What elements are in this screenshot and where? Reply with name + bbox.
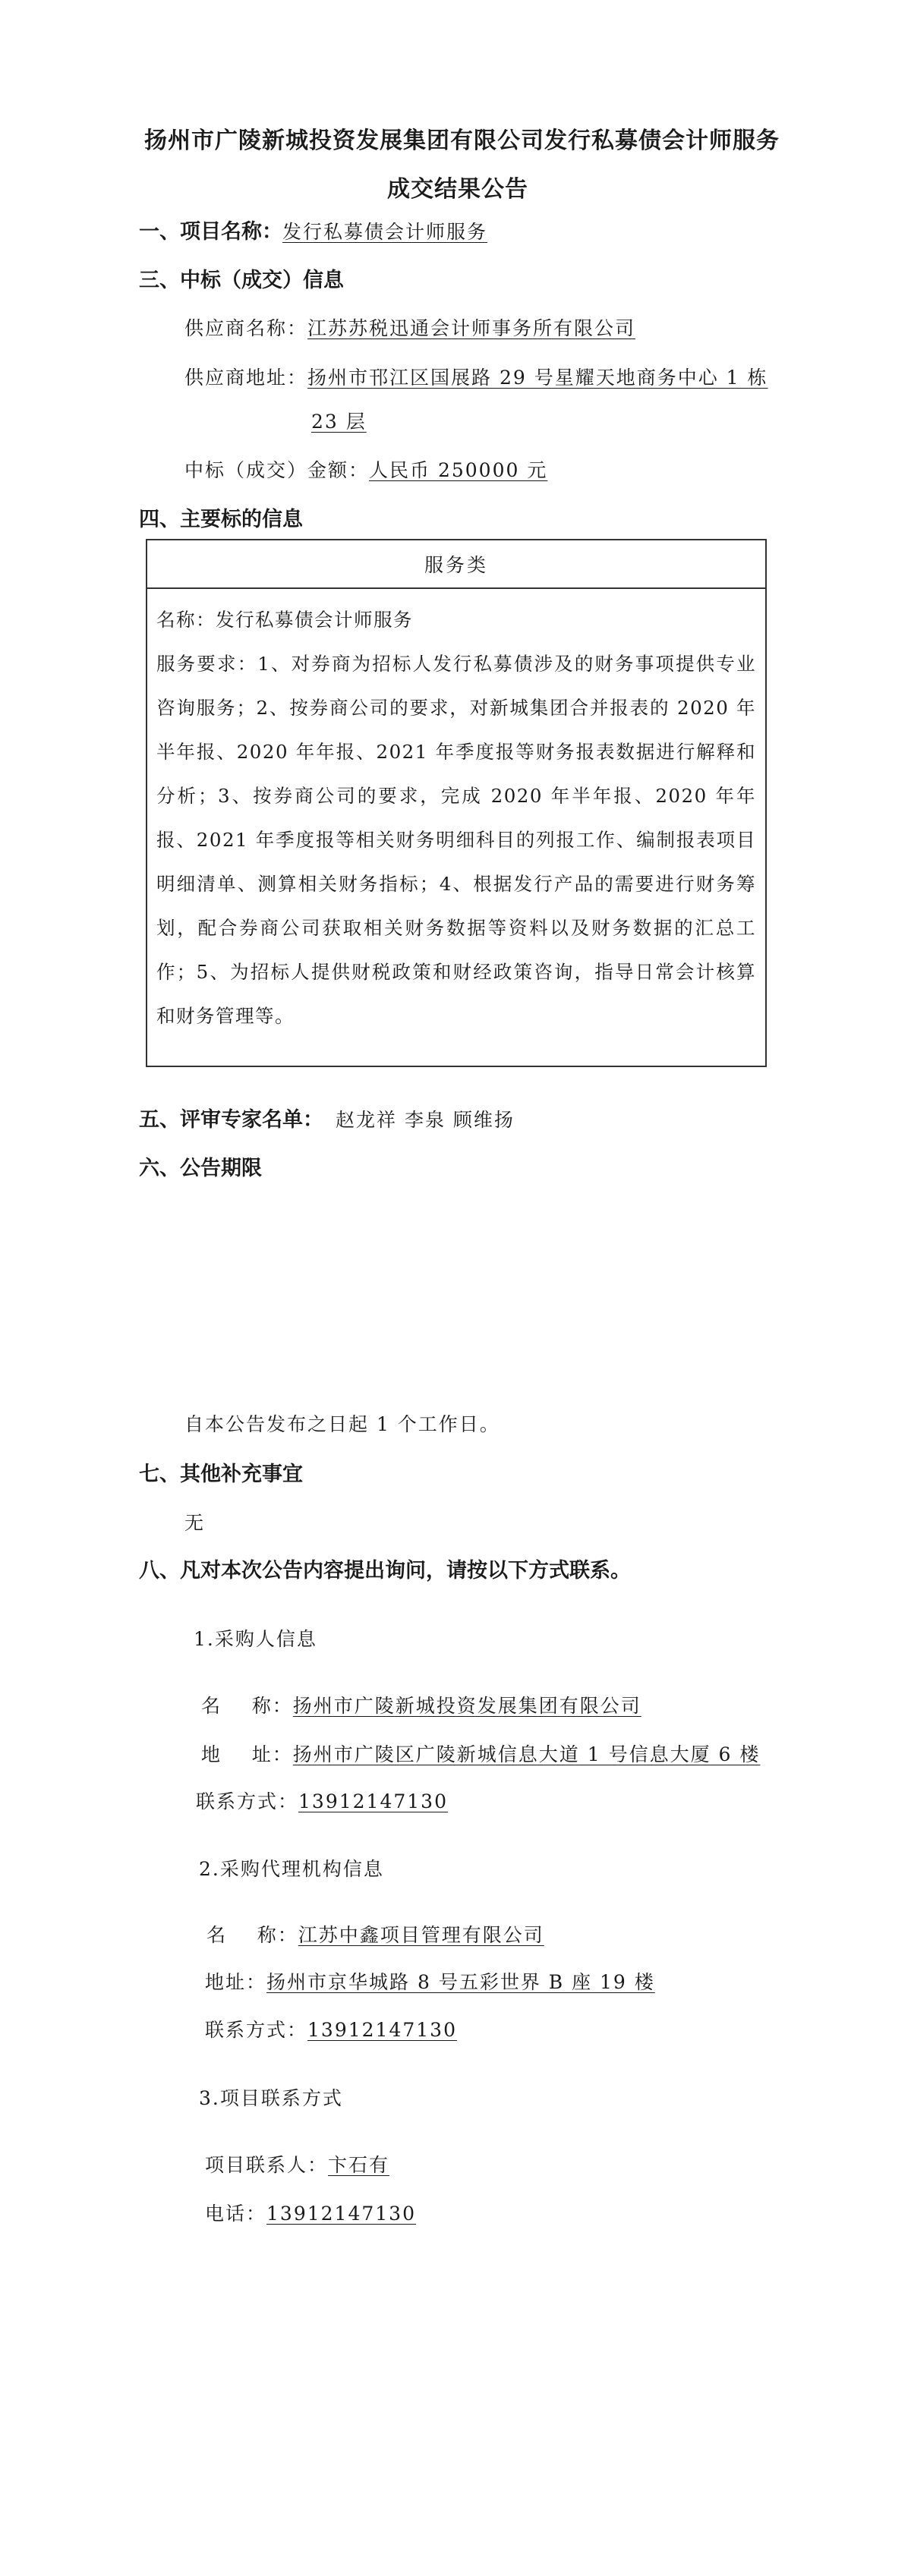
buyer-name-value: 扬州市广陵新城投资发展集团有限公司	[292, 1695, 641, 1717]
subject-table-header: 服务类	[147, 540, 765, 589]
supplier-name-label: 供应商名称：	[184, 317, 308, 339]
agency-address-label: 地址：	[205, 1971, 267, 1993]
supplier-address-line2: 23 层	[311, 411, 367, 433]
agency-address-value: 扬州市京华城路 8 号五彩世界 B 座 19 楼	[266, 1971, 655, 1993]
supplier-address-label: 供应商地址：	[184, 367, 308, 389]
project-person-label: 项目联系人：	[205, 2154, 329, 2176]
project-phone-label: 电话：	[205, 2203, 267, 2225]
agency-name-label: 名 称：	[206, 1924, 298, 1946]
subject-table-body	[156, 598, 756, 1038]
subject-name-line: 名称：发行私募债会计师服务	[156, 609, 413, 631]
project-phone-value: 13912147130	[266, 2203, 416, 2225]
page-title-line2: 成交结果公告	[387, 176, 528, 203]
buyer-address-label: 地 址：	[201, 1743, 293, 1765]
section-contact-heading: 八、凡对本次公告内容提出询问，请按以下方式联系。	[139, 1559, 631, 1582]
buyer-info-title: 1.采购人信息	[194, 1628, 317, 1650]
section-other-heading: 七、其他补充事宜	[139, 1463, 303, 1486]
award-amount-value: 人民币 250000 元	[369, 459, 548, 481]
supplier-address-value: 扬州市邗江区国展路 29 号星耀天地商务中心 1 栋	[307, 367, 768, 389]
buyer-name-label: 名 称：	[201, 1695, 293, 1717]
agency-address-row	[205, 1967, 655, 1995]
project-name-value: 发行私募债会计师服务	[282, 221, 488, 243]
period-text: 自本公告发布之日起 1 个工作日。	[184, 1413, 500, 1435]
supplier-name-row	[184, 313, 635, 341]
section-project-name	[139, 215, 487, 244]
supplier-address-row	[184, 363, 768, 390]
award-amount-label: 中标（成交）金额：	[184, 459, 370, 481]
subject-table	[146, 539, 767, 1067]
agency-contact-value: 13912147130	[307, 2019, 457, 2041]
agency-contact-row	[205, 2015, 457, 2042]
buyer-contact-value: 13912147130	[298, 1790, 448, 1812]
supplier-name-value: 江苏苏税迅通会计师事务所有限公司	[307, 317, 636, 339]
agency-name-value: 江苏中鑫项目管理有限公司	[298, 1924, 544, 1946]
section-award-heading: 三、中标（成交）信息	[139, 269, 344, 292]
project-phone-row	[205, 2199, 416, 2226]
project-person-value: 卞石有	[328, 2154, 390, 2176]
project-contact-title: 3.项目联系方式	[199, 2087, 343, 2109]
project-person-row	[205, 2150, 389, 2178]
buyer-name-row	[201, 1691, 641, 1718]
agency-info-title: 2.采购代理机构信息	[199, 1858, 384, 1880]
project-name-label: 一、项目名称：	[139, 220, 282, 244]
award-amount-row	[184, 455, 547, 483]
agency-contact-label: 联系方式：	[205, 2019, 308, 2041]
other-text: 无	[184, 1512, 206, 1534]
section-period-heading: 六、公告期限	[139, 1157, 262, 1180]
section-subject-heading: 四、主要标的信息	[139, 508, 303, 531]
section-experts	[139, 1103, 515, 1132]
page-title-line1: 扬州市广陵新城投资发展集团有限公司发行私募债会计师服务	[144, 128, 780, 154]
buyer-contact-label: 联系方式：	[196, 1790, 299, 1812]
buyer-contact-row	[196, 1787, 448, 1814]
buyer-address-value: 扬州市广陵区广陵新城信息大道 1 号信息大厦 6 楼	[292, 1743, 761, 1765]
experts-label: 五、评审专家名单：	[139, 1108, 323, 1132]
subject-requirement-text: 服务要求：1、对券商为招标人发行私募债涉及的财务事项提供专业咨询服务；2、按券商公司的要求，对新城集团合并报表的 2020 年半年报、2020 年年报、2021 年季度报等财务报表数据进行解释和分析；3、按券商公司的要求，完成 2020 年半年报、2020 年年报、2021 年季度报等相关财务明细科目的列报工作、编制报表项目明细清单、测算相关财务指标；4、根据发行产品的需要进行财务筹划，配合券商公司获取相关财务数据等资料以及财务数据的汇总工作；5、为招标人提供财税政策和财经政策咨询，指导日常会计核算和财务管理等。	[156, 653, 756, 1027]
experts-value: 赵龙祥 李泉 顾维扬	[336, 1109, 515, 1131]
agency-name-row	[206, 1920, 544, 1948]
buyer-address-row	[201, 1740, 760, 1767]
